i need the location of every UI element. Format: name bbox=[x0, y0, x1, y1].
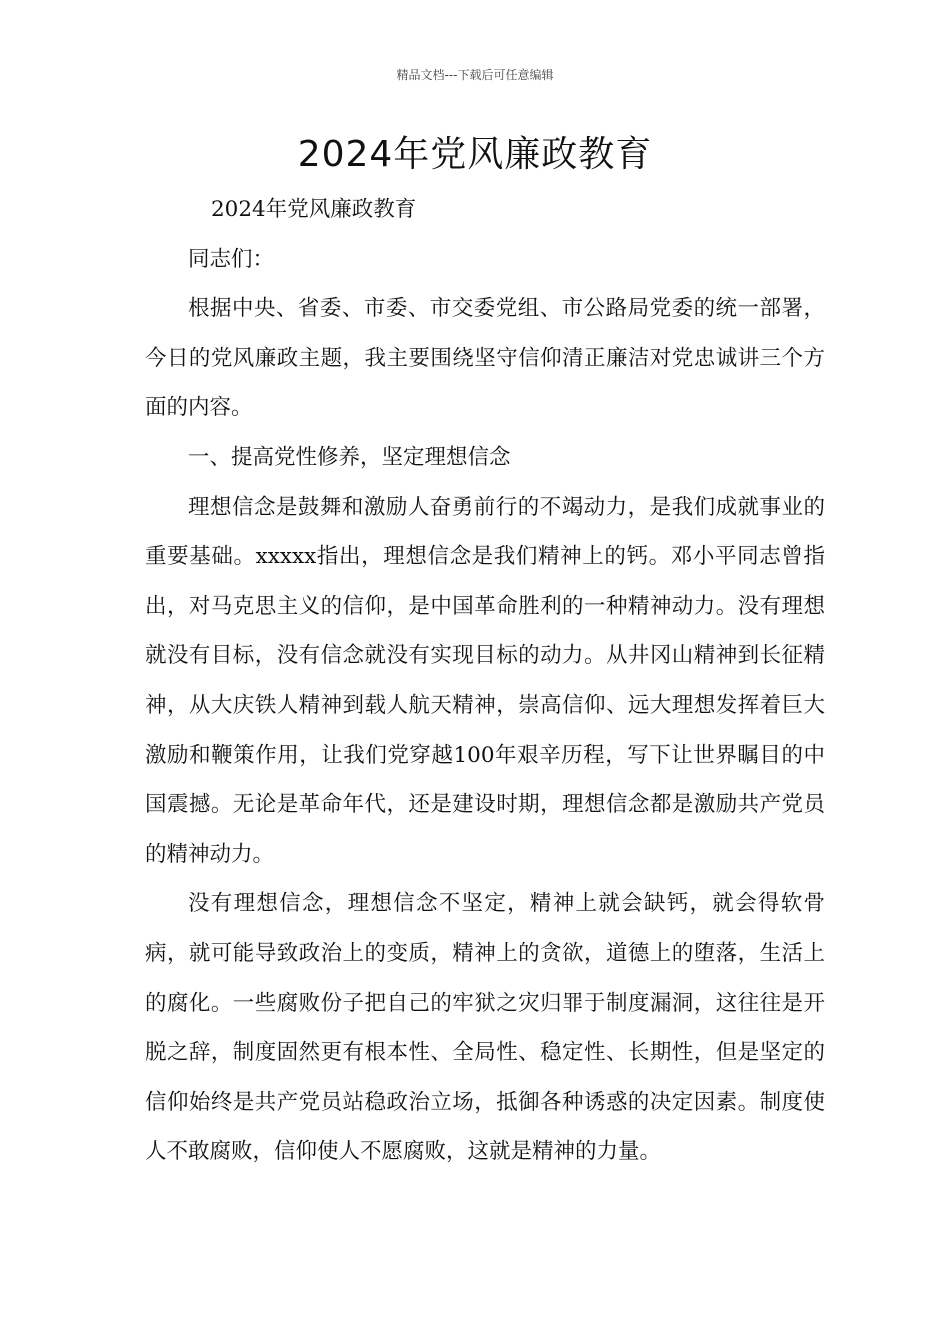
salutation: 同志们： bbox=[188, 246, 275, 272]
paragraph: 理想信念是鼓舞和激励人奋勇前行的不竭动力，是我们成就事业的重要基础。xxxxx指出，理想信念是我们精神上的钙。邓小平同志曾指出，对马克思主义的信仰，是中国革命胜利的一种精神动力。没有理想就没有目标，没有信念就没有实现目标的动力。从井冈山精神到长征精神，从大庆铁人精神到载人航天精神，崇高信仰、远大理想发挥着巨大激励和鞭策作用，让我们党穿越100年艰辛历程，写下让世界瞩目的中国震撼。无论是革命年代，还是建设时期，理想信念都是激励共产党员的精神动力。 bbox=[145, 494, 825, 867]
paragraph-intro: 根据中央、省委、市委、市交委党组、市公路局党委的统一部署，今日的党风廉政主题，我主要围绕坚守信仰清正廉洁对党忠诚讲三个方面的内容。 bbox=[145, 296, 825, 421]
header-note: 精品文档---下载后可任意编辑 bbox=[396, 68, 554, 82]
section-heading: 一、提高党性修养，坚定理想信念 bbox=[188, 444, 511, 470]
paragraph: 没有理想信念，理想信念不坚定，精神上就会缺钙，就会得软骨病，就可能导致政治上的变质，精神上的贪欲，道德上的堕落，生活上的腐化。一些腐败份子把自己的牢狱之灾归罪于制度漏洞，这往往是开脱之辞，制度固然更有根本性、全局性、稳定性、长期性，但是坚定的信仰始终是共产党员站稳政治立场，抵御各种诱惑的决定因素。制度使人不敢腐败，信仰使人不愿腐败，这就是精神的力量。 bbox=[145, 891, 825, 1165]
document-body bbox=[145, 185, 825, 1177]
document-subtitle: 2024年党风廉政教育 bbox=[211, 197, 417, 222]
document-title: 2024年党风廉政教育 bbox=[297, 134, 653, 175]
